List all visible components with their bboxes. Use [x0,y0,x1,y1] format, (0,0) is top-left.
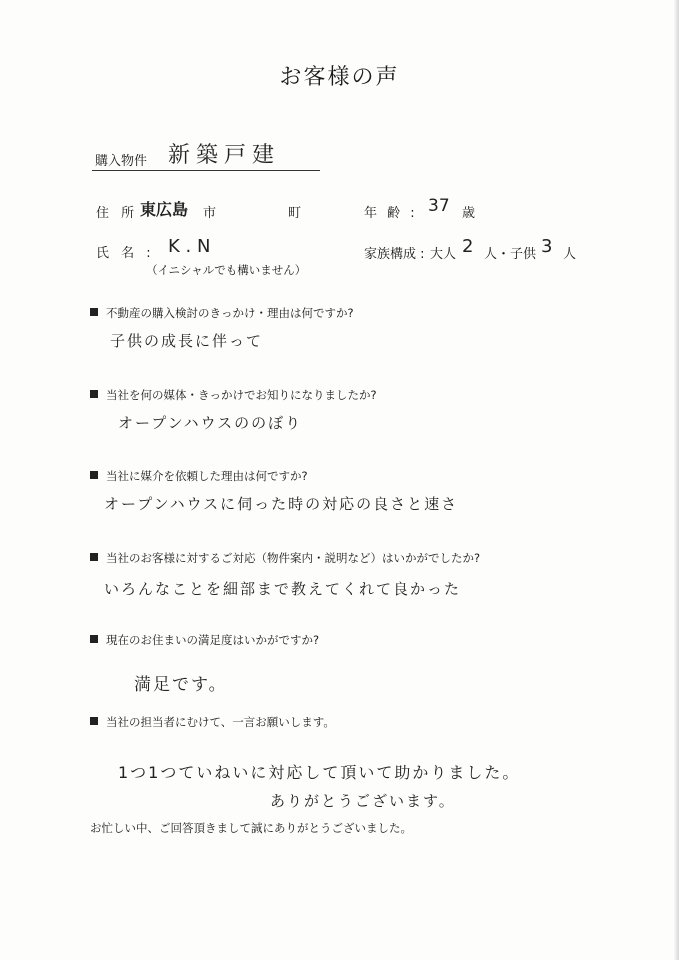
question-text: 当社を何の媒体・きっかけでお知りになりましたか? [106,388,377,402]
family-adults-suffix: 人・ [484,247,511,262]
property-value: 新築戸建 [168,143,281,168]
age-value: 37 [428,196,450,216]
name-label: 氏 名 : [96,246,155,261]
answer-1: 子供の成長に伴って [110,332,264,350]
age-label: 年 齢 : [364,206,418,221]
bullet-square-icon [90,471,98,479]
question-6 [90,714,335,730]
answer-3: オープンハウスに伺った時の対応の良さと速さ [104,495,459,513]
question-text: 当社の担当者にむけて、一言お願いします。 [106,715,335,729]
answer-2: オープンハウスののぼり [118,414,303,432]
name-note: （イニシャルでも構いません） [146,263,307,277]
family-adults-label: 大人 [430,247,457,262]
bullet-square-icon [90,717,98,725]
family-children-label: 子供 [510,247,537,262]
question-2 [90,387,377,403]
address-city-value: 東広島 [140,200,189,219]
answer-4: いろんなことを細部まで教えてくれて良かった [104,580,462,598]
question-text: 不動産の購入検討のきっかけ・理由は何ですか? [106,306,354,320]
bullet-square-icon [90,635,98,643]
family-label: 家族構成 : [364,247,425,262]
answer-5: 満足です。 [134,675,228,695]
property-underline [92,170,320,171]
family-children-value: 3 [541,236,553,257]
question-text: 現在のお住まいの満足度はいかがですか? [106,633,320,647]
name-value: K . N [168,236,211,257]
page-title: お客様の声 [279,65,400,90]
age-suffix: 歳 [462,206,476,221]
question-text: 当社のお客様に対するご対応（物件案内・説明など）はいかがでしたか? [106,551,481,565]
answer-6-line-2: ありがとうございます。 [270,792,456,810]
question-4 [90,550,480,566]
question-1 [90,305,354,321]
answer-6-line-1: 1つ1つていねいに対応して頂いて助かりました。 [118,763,521,782]
bullet-square-icon [90,308,98,316]
address-town-suffix: 町 [288,206,302,221]
question-text: 当社に媒介を依頼した理由は何ですか? [106,469,308,483]
address-label: 住 所 [96,206,139,221]
family-children-suffix: 人 [563,247,577,262]
bullet-square-icon [90,390,98,398]
closing-message: お忙しい中、ご回答頂きまして誠にありがとうございました。 [90,821,412,835]
address-city-suffix: 市 [203,206,217,221]
page-edge [673,0,679,960]
bullet-square-icon [90,553,98,561]
question-3 [90,468,308,484]
family-adults-value: 2 [462,236,474,257]
question-5 [90,632,319,648]
property-label: 購入物件 [95,154,148,169]
